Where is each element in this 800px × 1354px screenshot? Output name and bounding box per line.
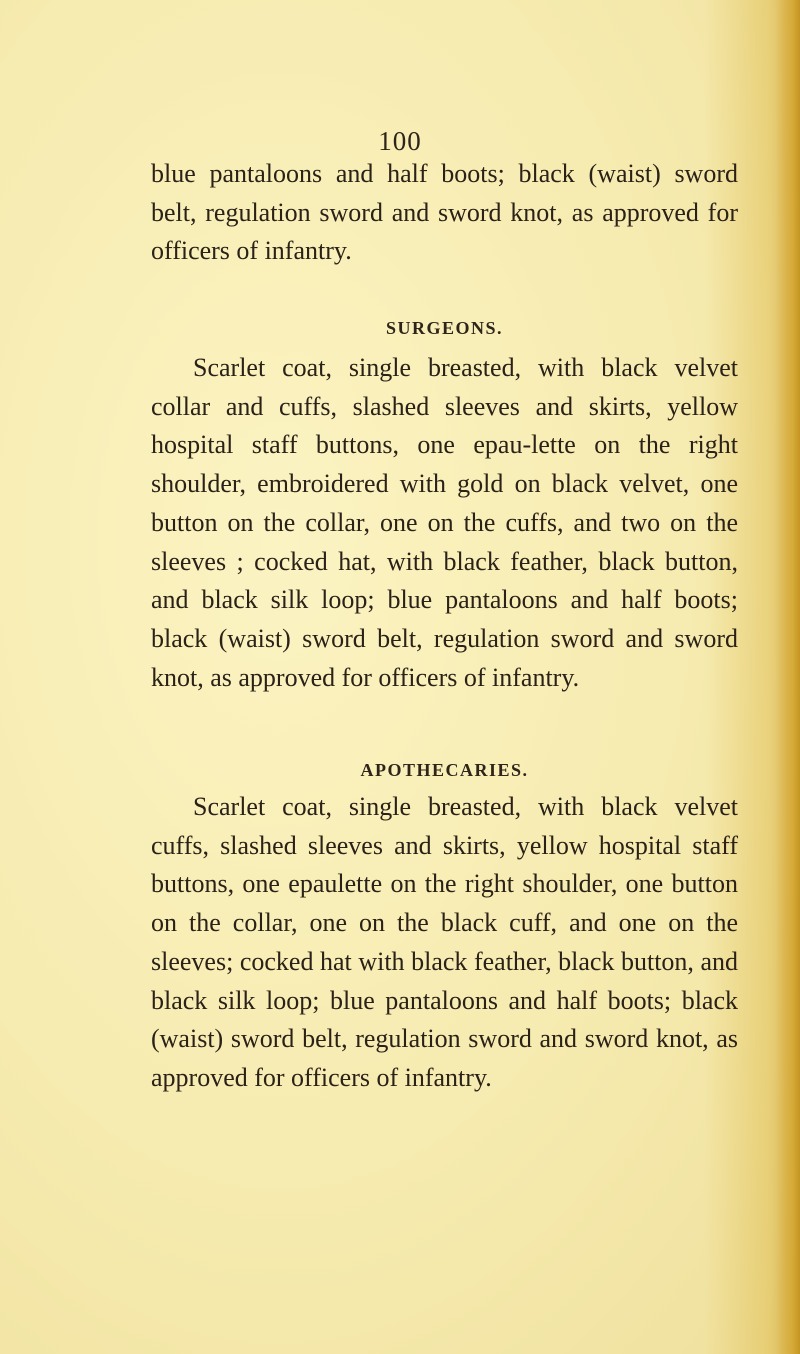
surgeons-body (151, 349, 738, 697)
page-edge-stain (776, 0, 800, 1354)
apothecaries-section (151, 760, 738, 781)
intro-paragraph: blue pantaloons and half boots; black (waist) sword belt, regulation sword and sword knot, as approved for officers of infantry. (151, 159, 738, 266)
surgeons-heading: SURGEONS. (385, 318, 504, 338)
apothecaries-heading: APOTHECARIES. (360, 760, 529, 780)
apothecaries-body (151, 788, 738, 1098)
surgeons-paragraph: Scarlet coat, single breasted, with black velvet collar and cuffs, slashed sleeves and skirts, yellow hospital staff buttons, one epau-lette on the right shoulder, embroidered with gold on black velvet, one button on the collar, one on the cuffs, and two on the sleeves ; cocked hat, with black feather, black button, and black silk loop; blue pantaloons and half boots; black (waist) sword belt, regulation sword and sword knot, as approved for officers of infantry. (151, 353, 738, 692)
surgeons-section (151, 318, 738, 339)
intro-block (151, 155, 738, 271)
apothecaries-paragraph: Scarlet coat, single breasted, with black velvet cuffs, slashed sleeves and skirts, yellow hospital staff buttons, one epaulette on the right shoulder, one button on the collar, one on the black cuff, and one on the sleeves; cocked hat with black feather, black button, and black silk loop; blue pantaloons and half boots; black (waist) sword belt, regulation sword and sword knot, as approved for officers of infantry. (151, 792, 738, 1092)
page-number: 100 (378, 126, 422, 156)
